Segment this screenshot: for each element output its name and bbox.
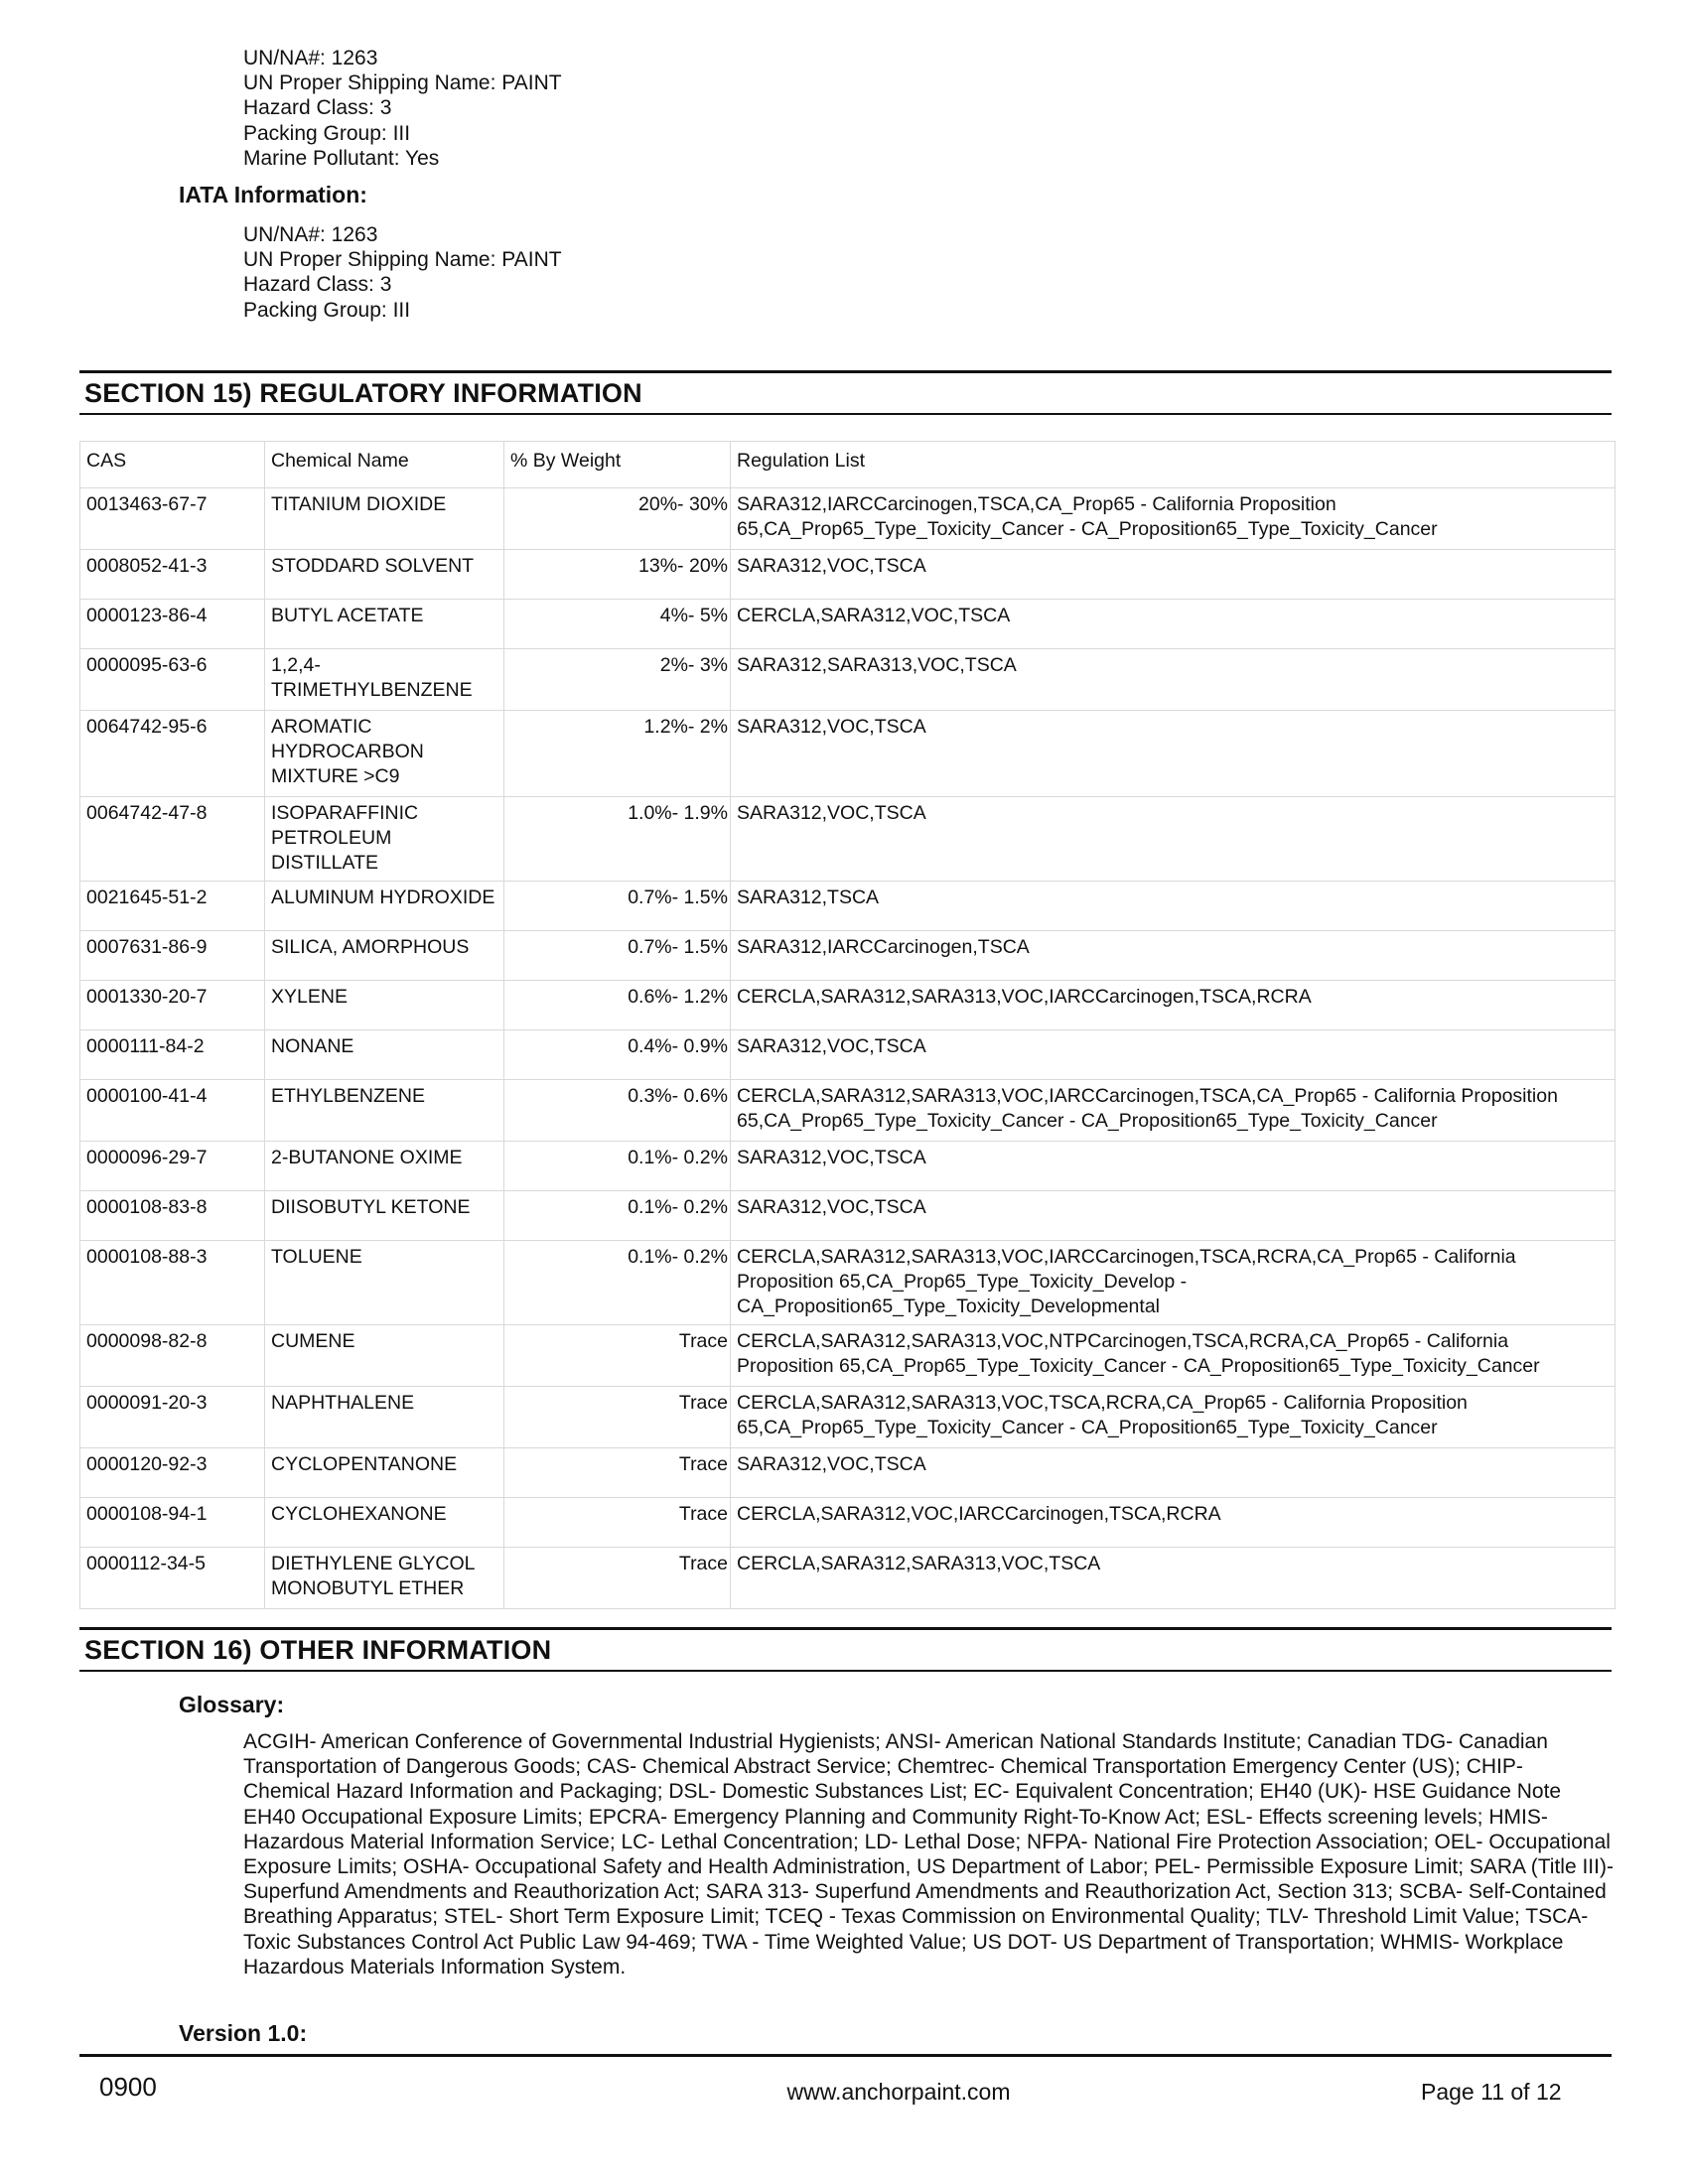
weight-cell: 0.1%- 0.2% bbox=[504, 1142, 730, 1190]
weight-cell: Trace bbox=[504, 1548, 730, 1608]
table-row bbox=[80, 981, 1615, 1029]
section15-bottom-rule bbox=[79, 413, 1612, 415]
regulation-cell: SARA312,VOC,TSCA bbox=[731, 711, 1615, 796]
chemical-name-cell: ALUMINUM HYDROXIDE bbox=[265, 882, 503, 930]
table-header-row bbox=[80, 442, 1615, 487]
chemical-name-cell: DIISOBUTYL KETONE bbox=[265, 1191, 503, 1240]
transport-un-number: UN/NA#: 1263 bbox=[243, 47, 378, 69]
cas-cell: 0000098-82-8 bbox=[80, 1325, 264, 1386]
column-header-cas: CAS bbox=[80, 442, 264, 487]
regulation-cell: SARA312,VOC,TSCA bbox=[731, 1142, 1615, 1190]
weight-cell: 1.0%- 1.9% bbox=[504, 797, 730, 881]
cas-cell: 0000091-20-3 bbox=[80, 1387, 264, 1447]
table-row bbox=[80, 1325, 1615, 1386]
section16-top-rule bbox=[79, 1627, 1612, 1630]
regulatory-table-wrap bbox=[79, 441, 1615, 1609]
cas-cell: 0064742-47-8 bbox=[80, 797, 264, 881]
chemical-name-cell: BUTYL ACETATE bbox=[265, 600, 503, 648]
regulation-cell: CERCLA,SARA312,SARA313,VOC,NTPCarcinogen,TSCA,RCRA,CA_Prop65 - California Proposition 65,CA_Prop65_Type_Toxicity_Cancer - CA_Proposition65_Type_Toxicity_Cancer bbox=[731, 1325, 1615, 1386]
table-row bbox=[80, 797, 1615, 881]
regulation-cell: SARA312,VOC,TSCA bbox=[731, 1448, 1615, 1497]
chemical-name-cell: CUMENE bbox=[265, 1325, 503, 1386]
regulation-cell: SARA312,VOC,TSCA bbox=[731, 1030, 1615, 1079]
regulation-cell: CERCLA,SARA312,SARA313,VOC,IARCCarcinogen,TSCA,RCRA,CA_Prop65 - California Proposition 65,CA_Prop65_Type_Toxicity_Develop - CA_Proposition65_Type_Toxicity_Developmental bbox=[731, 1241, 1615, 1324]
weight-cell: 0.7%- 1.5% bbox=[504, 931, 730, 980]
cas-cell: 0013463-67-7 bbox=[80, 488, 264, 549]
chemical-name-cell: 2-BUTANONE OXIME bbox=[265, 1142, 503, 1190]
regulation-cell: CERCLA,SARA312,SARA313,VOC,TSCA,RCRA,CA_Prop65 - California Proposition 65,CA_Prop65_Type_Toxicity_Cancer - CA_Proposition65_Type_Toxicity_Cancer bbox=[731, 1387, 1615, 1447]
cas-cell: 0007631-86-9 bbox=[80, 931, 264, 980]
chemical-name-cell: TOLUENE bbox=[265, 1241, 503, 1324]
weight-cell: 0.6%- 1.2% bbox=[504, 981, 730, 1029]
iata-hazard-class: Hazard Class: 3 bbox=[243, 273, 392, 297]
cas-cell: 0008052-41-3 bbox=[80, 550, 264, 599]
cas-cell: 0000108-94-1 bbox=[80, 1498, 264, 1547]
chemical-name-cell: 1,2,4-TRIMETHYLBENZENE bbox=[265, 649, 503, 710]
transport-info-block bbox=[243, 46, 562, 171]
table-row bbox=[80, 1080, 1615, 1141]
chemical-name-cell: NAPHTHALENE bbox=[265, 1387, 503, 1447]
chemical-name-cell: CYCLOPENTANONE bbox=[265, 1448, 503, 1497]
cas-cell: 0000111-84-2 bbox=[80, 1030, 264, 1079]
chemical-name-cell: NONANE bbox=[265, 1030, 503, 1079]
cas-cell: 0000108-83-8 bbox=[80, 1191, 264, 1240]
chemical-name-cell: TITANIUM DIOXIDE bbox=[265, 488, 503, 549]
table-row bbox=[80, 1548, 1615, 1608]
section15-title: SECTION 15) REGULATORY INFORMATION bbox=[84, 378, 642, 408]
iata-packing-group: Packing Group: III bbox=[243, 298, 411, 322]
transport-shipping-name: UN Proper Shipping Name: PAINT bbox=[243, 71, 562, 95]
table-row bbox=[80, 1142, 1615, 1190]
regulation-cell: SARA312,VOC,TSCA bbox=[731, 1191, 1615, 1240]
chemical-name-cell: ISOPARAFFINIC PETROLEUM DISTILLATE bbox=[265, 797, 503, 881]
regulatory-table bbox=[79, 441, 1616, 1609]
table-row bbox=[80, 488, 1615, 549]
weight-cell: 0.1%- 0.2% bbox=[504, 1191, 730, 1240]
transport-packing-group: Packing Group: III bbox=[243, 121, 411, 145]
iata-heading: IATA Information: bbox=[179, 182, 367, 207]
version-label: Version 1.0: bbox=[179, 2020, 308, 2046]
chemical-name-cell: CYCLOHEXANONE bbox=[265, 1498, 503, 1547]
cas-cell: 0000120-92-3 bbox=[80, 1448, 264, 1497]
cas-cell: 0000108-88-3 bbox=[80, 1241, 264, 1324]
footer-rule bbox=[79, 2054, 1612, 2057]
section16-bottom-rule bbox=[79, 1670, 1612, 1672]
cas-cell: 0021645-51-2 bbox=[80, 882, 264, 930]
column-header-chemical-name: Chemical Name bbox=[265, 442, 503, 487]
iata-shipping-name: UN Proper Shipping Name: PAINT bbox=[243, 248, 562, 272]
transport-marine-pollutant: Marine Pollutant: Yes bbox=[243, 146, 440, 170]
column-header-weight: % By Weight bbox=[504, 442, 730, 487]
chemical-name-cell: DIETHYLENE GLYCOL MONOBUTYL ETHER bbox=[265, 1548, 503, 1608]
regulation-cell: SARA312,SARA313,VOC,TSCA bbox=[731, 649, 1615, 710]
weight-cell: Trace bbox=[504, 1498, 730, 1547]
table-row bbox=[80, 1241, 1615, 1324]
weight-cell: 0.4%- 0.9% bbox=[504, 1030, 730, 1079]
regulation-cell: SARA312,VOC,TSCA bbox=[731, 797, 1615, 881]
table-row bbox=[80, 882, 1615, 930]
table-row bbox=[80, 711, 1615, 796]
transport-hazard-class: Hazard Class: 3 bbox=[243, 96, 392, 120]
glossary-text: ACGIH- American Conference of Governmental Industrial Hygienists; ANSI- American National Standards Institute; Canadian TDG- Canadian Transportation of Dangerous Goods; CAS- Chemical Abstract Service; Chemtrec- Chemical Transportation Emergency Center (US); CHIP- Chemical Hazard Information and Packaging; DSL- Domestic Substances List; EC- Equivalent Concentration; EH40 (UK)- HSE Guidance Note EH40 Occupational Exposure Limits; EPCRA- Emergency Planning and Community Right-To-Know Act; ESL- Effects screening levels; HMIS- Hazardous Material Information Service; LC- Lethal Concentration; LD- Lethal Dose; NFPA- National Fire Protection Association; OEL- Occupational Exposure Limits; OSHA- Occupational Safety and Health Administration, US Department of Labor; PEL- Permissible Exposure Limit; SARA (Title III)- Superfund Amendments and Reauthorization Act; SARA 313- Superfund Amendments and Reauthorization Act, Section 313; SCBA- Self-Contained Breathing Apparatus; STEL- Short Term Exposure Limit; TCEQ - Texas Commission on Environmental Quality; TLV- Threshold Limit Value; TSCA- Toxic Substances Control Act Public Law 94-469; TWA - Time Weighted Value; US DOT- US Department of Transportation; WHMIS- Workplace Hazardous Materials Information System. bbox=[243, 1730, 1614, 1979]
weight-cell: 0.7%- 1.5% bbox=[504, 882, 730, 930]
table-row bbox=[80, 1191, 1615, 1240]
weight-cell: Trace bbox=[504, 1325, 730, 1386]
section16-title: SECTION 16) OTHER INFORMATION bbox=[84, 1635, 552, 1665]
cas-cell: 0000112-34-5 bbox=[80, 1548, 264, 1608]
weight-cell: Trace bbox=[504, 1448, 730, 1497]
regulation-cell: CERCLA,SARA312,VOC,TSCA bbox=[731, 600, 1615, 648]
regulation-cell: CERCLA,SARA312,VOC,IARCCarcinogen,TSCA,RCRA bbox=[731, 1498, 1615, 1547]
regulation-cell: SARA312,IARCCarcinogen,TSCA bbox=[731, 931, 1615, 980]
weight-cell: 0.3%- 0.6% bbox=[504, 1080, 730, 1141]
glossary-heading: Glossary: bbox=[179, 1692, 285, 1717]
chemical-name-cell: STODDARD SOLVENT bbox=[265, 550, 503, 599]
table-row bbox=[80, 1498, 1615, 1547]
table-row bbox=[80, 649, 1615, 710]
regulation-cell: SARA312,VOC,TSCA bbox=[731, 550, 1615, 599]
cas-cell: 0000095-63-6 bbox=[80, 649, 264, 710]
weight-cell: 0.1%- 0.2% bbox=[504, 1241, 730, 1324]
regulation-cell: CERCLA,SARA312,SARA313,VOC,IARCCarcinogen,TSCA,CA_Prop65 - California Proposition 65,CA_Prop65_Type_Toxicity_Cancer - CA_Proposition65_Type_Toxicity_Cancer bbox=[731, 1080, 1615, 1141]
table-row bbox=[80, 550, 1615, 599]
footer-website-link[interactable]: www.anchorpaint.com bbox=[786, 2079, 1011, 2105]
table-row bbox=[80, 1030, 1615, 1079]
weight-cell: 13%- 20% bbox=[504, 550, 730, 599]
chemical-name-cell: ETHYLBENZENE bbox=[265, 1080, 503, 1141]
weight-cell: 1.2%- 2% bbox=[504, 711, 730, 796]
regulation-cell: CERCLA,SARA312,SARA313,VOC,TSCA bbox=[731, 1548, 1615, 1608]
regulation-cell: SARA312,TSCA bbox=[731, 882, 1615, 930]
chemical-name-cell: AROMATIC HYDROCARBON MIXTURE >C9 bbox=[265, 711, 503, 796]
cas-cell: 0001330-20-7 bbox=[80, 981, 264, 1029]
table-row bbox=[80, 1448, 1615, 1497]
table-row bbox=[80, 600, 1615, 648]
regulation-cell: CERCLA,SARA312,SARA313,VOC,IARCCarcinogen,TSCA,RCRA bbox=[731, 981, 1615, 1029]
chemical-name-cell: XYLENE bbox=[265, 981, 503, 1029]
chemical-name-cell: SILICA, AMORPHOUS bbox=[265, 931, 503, 980]
table-row bbox=[80, 931, 1615, 980]
iata-un-number: UN/NA#: 1263 bbox=[243, 223, 378, 246]
weight-cell: Trace bbox=[504, 1387, 730, 1447]
weight-cell: 20%- 30% bbox=[504, 488, 730, 549]
column-header-regulation-list: Regulation List bbox=[731, 442, 1615, 487]
iata-info-block bbox=[243, 222, 562, 323]
footer-page-number: Page 11 of 12 bbox=[1421, 2079, 1562, 2105]
cas-cell: 0000123-86-4 bbox=[80, 600, 264, 648]
weight-cell: 2%- 3% bbox=[504, 649, 730, 710]
section15-top-rule bbox=[79, 370, 1612, 373]
cas-cell: 0000096-29-7 bbox=[80, 1142, 264, 1190]
cas-cell: 0064742-95-6 bbox=[80, 711, 264, 796]
cas-cell: 0000100-41-4 bbox=[80, 1080, 264, 1141]
weight-cell: 4%- 5% bbox=[504, 600, 730, 648]
regulation-cell: SARA312,IARCCarcinogen,TSCA,CA_Prop65 - California Proposition 65,CA_Prop65_Type_Toxicity_Cancer - CA_Proposition65_Type_Toxicity_Cancer bbox=[731, 488, 1615, 549]
footer-doc-code: 0900 bbox=[99, 2072, 157, 2102]
table-row bbox=[80, 1387, 1615, 1447]
